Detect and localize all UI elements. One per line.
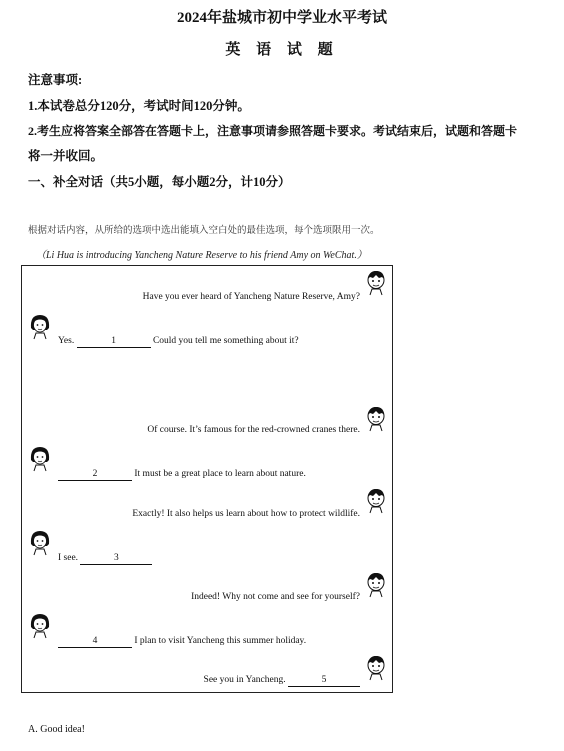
boy-avatar-icon (364, 270, 388, 296)
notes-heading: 注意事项: (28, 73, 83, 87)
dialogue-line-9-before: See you in Yancheng. (203, 675, 286, 685)
answer-blank-4[interactable]: 4 (58, 636, 132, 648)
boy-avatar-icon (364, 406, 388, 432)
exam-title: 2024年盐城市初中学业水平考试 (176, 10, 387, 26)
dialogue-line-2 (58, 336, 299, 348)
answer-blank-1[interactable]: 1 (77, 336, 151, 348)
dialogue-line-2-after: Could you tell me something about it? (152, 336, 299, 346)
dialogue-scene: （Li Hua is introducing Yancheng Nature Reserve to his friend Amy on WeChat.） (36, 250, 367, 261)
boy-avatar-icon (364, 488, 388, 514)
dialogue-box (21, 265, 393, 693)
girl-avatar-icon (28, 314, 52, 340)
girl-avatar-icon (28, 613, 52, 639)
girl-avatar-icon (28, 446, 52, 472)
dialogue-line-4 (58, 469, 306, 481)
dialogue-line-5: Exactly! It also helps us learn about how to protect wildlife. (132, 509, 360, 519)
dialogue-line-7: Indeed! Why not come and see for yourself? (191, 592, 360, 602)
answer-blank-2[interactable]: 2 (58, 469, 132, 481)
girl-avatar-icon (28, 530, 52, 556)
option-a: A. Good idea! (28, 724, 85, 735)
dialogue-line-1: Have you ever heard of Yancheng Nature Reserve, Amy? (142, 292, 360, 302)
dialogue-line-6-before: I see. (58, 553, 79, 563)
dialogue-line-2-before: Yes. (58, 336, 75, 346)
dialogue-line-9 (204, 675, 360, 687)
section-instruction: 根据对话内容，从所给的选项中选出能填入空白处的最佳选项，每个选项限用一次。 (28, 225, 380, 236)
exam-subtitle: 英 语 试 题 (225, 42, 339, 58)
answer-blank-3[interactable]: 3 (80, 553, 152, 565)
answer-blank-5[interactable]: 5 (288, 675, 360, 687)
dialogue-line-3: Of course. It’s famous for the red-crowned cranes there. (147, 425, 360, 435)
section-heading: 一、补全对话（共5小题，每小题2分，计10分） (28, 175, 291, 189)
note-item-1: 1.本试卷总分120分，考试时间120分钟。 (28, 99, 250, 113)
boy-avatar-icon (364, 655, 388, 681)
dialogue-line-8-after: I plan to visit Yancheng this summer holiday. (134, 636, 307, 646)
dialogue-line-8 (58, 636, 306, 648)
dialogue-line-4-after: It must be a great place to learn about nature. (134, 469, 306, 479)
note-item-2-line-1: 2.考生应将答案全部答在答题卡上，注意事项请参照答题卡要求。考试结束后，试题和答题卡 (28, 124, 518, 138)
boy-avatar-icon (364, 572, 388, 598)
dialogue-line-6 (58, 553, 152, 565)
note-item-2-line-2: 将一并收回。 (28, 149, 104, 163)
